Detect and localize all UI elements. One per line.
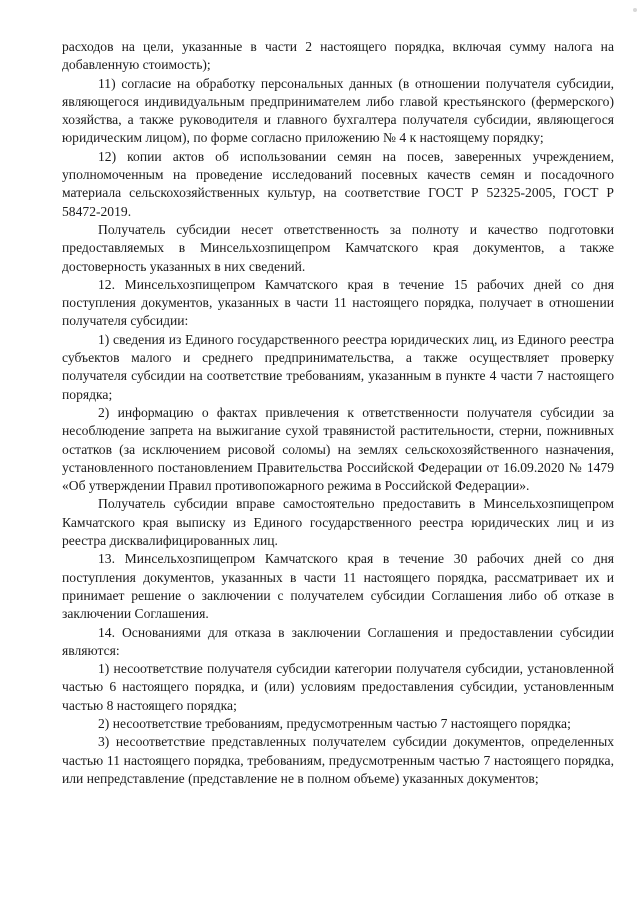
- paragraph-section-12: 12. Минсельхозпищепром Камчатского края в течение 15 рабочих дней со дня поступления документов, указанных в части 11 настоящего порядка, получает в отношении получателя субсидии:: [62, 276, 614, 329]
- paragraph-responsibility: Получатель субсидии несет ответственность за полноту и качество подготовки предоставляемых в Минсельхозпищепром Камчатского края документов, а также достоверность указанных в них сведений.: [62, 221, 614, 274]
- paragraph-item-11: 11) согласие на обработку персональных данных (в отношении получателя субсидии, являющегося индивидуальным предпринимателем либо главой крестьянского (фермерского) хозяйства, а также руководителя и главного бухгалтера получателя субсидии, являющегося юридическим лицом), по форме согласно приложению № 4 к настоящему порядку;: [62, 75, 614, 146]
- paragraph-extract-right: Получатель субсидии вправе самостоятельно предоставить в Минсельхозпищепром Камчатского края выписку из Единого государственного реестра юридических лиц и из реестра дисквалифицированных лиц.: [62, 496, 614, 549]
- paragraph-section-12-item-2: 2) информацию о фактах привлечения к ответственности получателя субсидии за несоблюдение запрета на выжигание сухой травянистой растительности, стерни, пожнивных остатков (за исключением рисовой соломы) на землях сельскохозяйственного назначения, установленного постановлением Правительства Российской Федерации от 16.09.2020 № 1479 «Об утверждении Правил противопожарного режима в Российской Федерации».: [62, 404, 614, 494]
- paragraph-section-14-item-3: 3) несоответствие представленных получателем субсидии документов, определенных частью 11 настоящего порядка, требованиям, предусмотренным частью 7 настоящего порядка, или непредставление (представление не в полном объеме) указанных документов;: [62, 734, 614, 786]
- paragraph-section-14-item-1: 1) несоответствие получателя субсидии категории получателя субсидии, установленной частью 6 настоящего порядка, и (или) условиям предоставления субсидии, установленным частью 8 настоящего порядка;: [62, 661, 614, 713]
- scan-dot-mark: [633, 8, 637, 12]
- paragraph-section-14: 14. Основаниями для отказа в заключении Соглашения и предоставлении субсидии являются:: [62, 624, 614, 658]
- paragraph-section-12-item-1: 1) сведения из Единого государственного реестра юридических лиц, из Единого реестра субъектов малого и среднего предпринимательства, а также осуществляет проверку получателя субсидии на соответствие требованиям, указанным в пункте 4 части 7 настоящего порядка;: [62, 331, 614, 402]
- paragraph-section-14-item-2: 2) несоответствие требованиям, предусмотренным частью 7 настоящего порядка;: [98, 715, 571, 731]
- document-body: [62, 38, 614, 788]
- paragraph-continuation: расходов на цели, указанные в части 2 настоящего порядка, включая сумму налога на добавленную стоимость);: [62, 39, 614, 73]
- paragraph-item-12: 12) копии актов об использовании семян на посев, заверенных учреждением, уполномоченным на проведение исследований посевных качеств семян и посадочного материала сельскохозяйственных культур, на соответствие ГОСТ Р 52325-2005, ГОСТ Р 58472-2019.: [62, 148, 614, 219]
- paragraph-section-13: 13. Минсельхозпищепром Камчатского края в течение 30 рабочих дней со дня поступления документов, указанных в части 11 настоящего порядка, рассматривает их и принимает решение о заключении с получателем субсидии Соглашения либо об отказе в заключении Соглашения.: [62, 551, 614, 622]
